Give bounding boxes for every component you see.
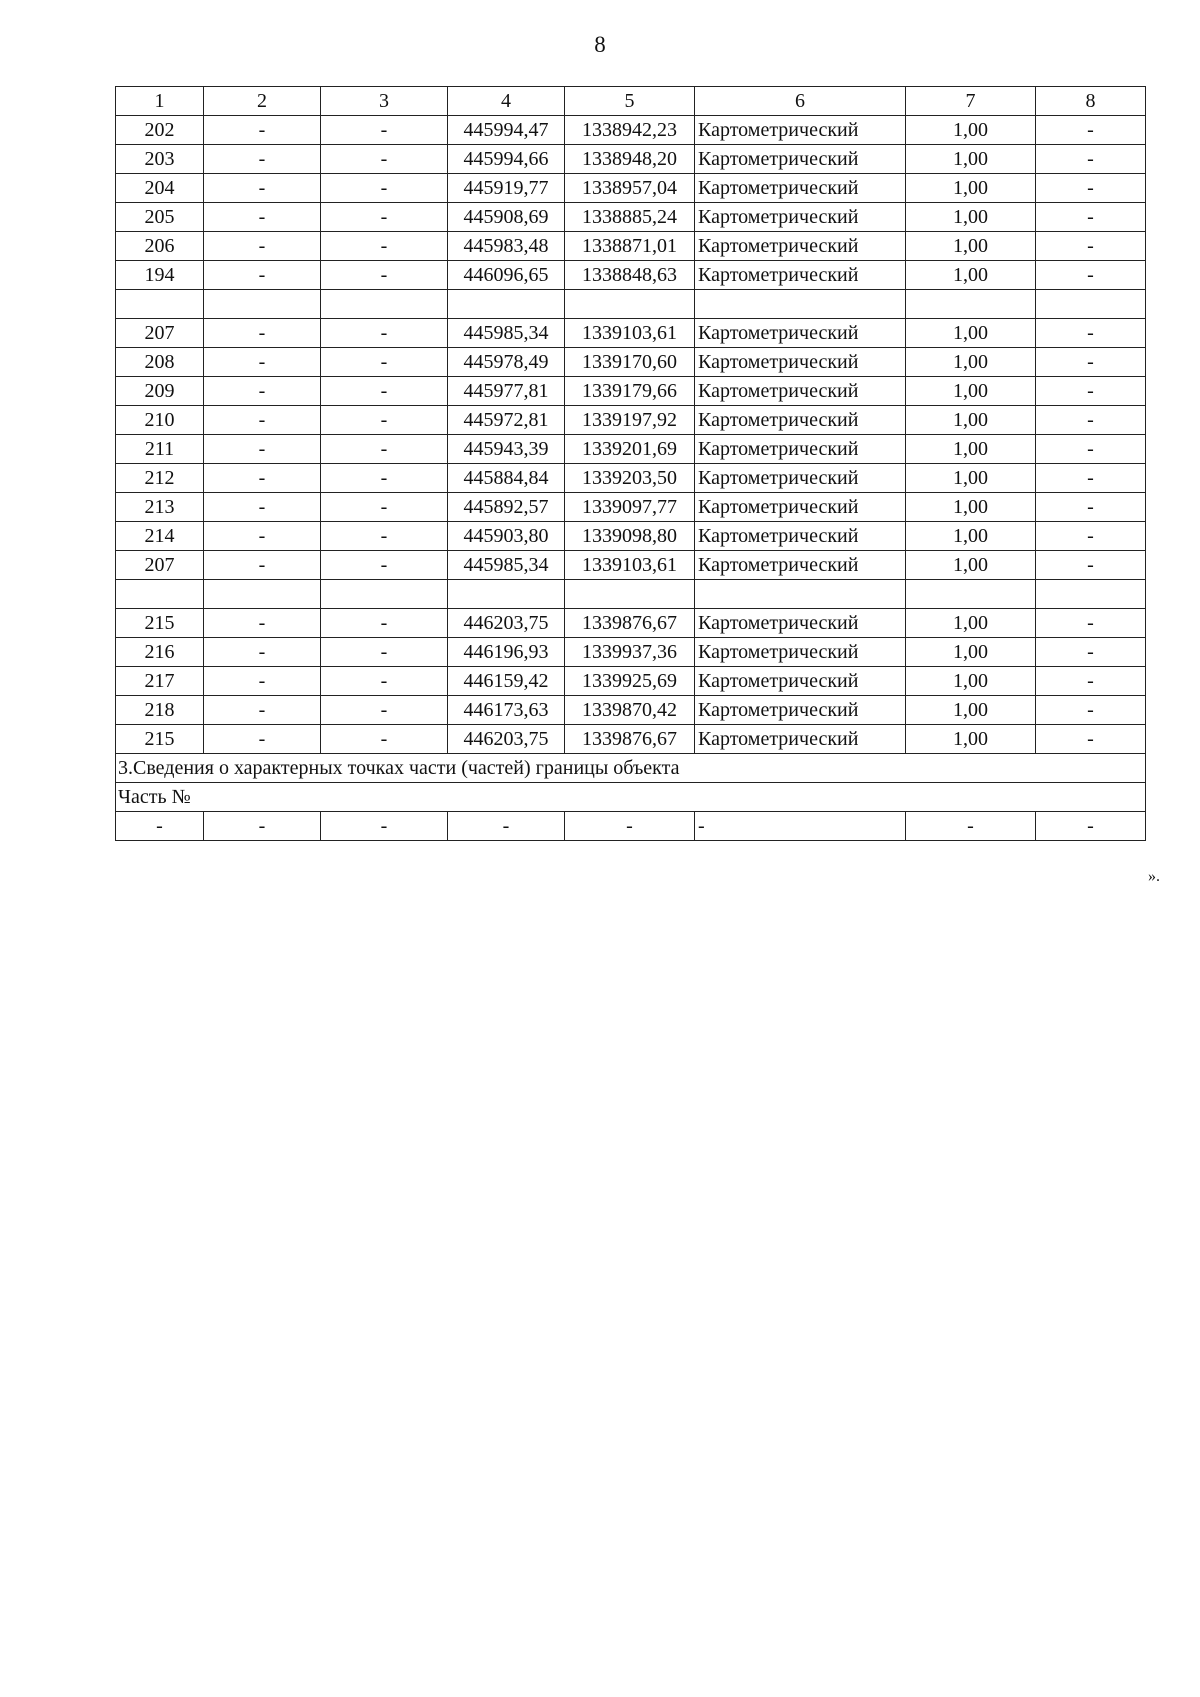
table-cell: -: [204, 174, 321, 203]
empty-cell: [448, 580, 565, 609]
table-row: [116, 232, 1146, 261]
table-row: [116, 116, 1146, 145]
table-cell: -: [204, 203, 321, 232]
table-cell: -: [1036, 812, 1146, 841]
table-cell: -: [1036, 232, 1146, 261]
table-cell: 1338848,63: [565, 261, 695, 290]
table-cell: 1: [116, 87, 204, 116]
table-cell: 445972,81: [448, 406, 565, 435]
table-cell: -: [1036, 725, 1146, 754]
table-cell: 1,00: [906, 348, 1036, 377]
table-cell: Картометрический: [695, 725, 906, 754]
table-cell: -: [204, 116, 321, 145]
table-cell: 445903,80: [448, 522, 565, 551]
table-cell: 1338957,04: [565, 174, 695, 203]
table-cell: Картометрический: [695, 261, 906, 290]
table-cell: Картометрический: [695, 464, 906, 493]
table-cell: -: [204, 348, 321, 377]
empty-cell: [321, 580, 448, 609]
table-cell: 1,00: [906, 609, 1036, 638]
table-cell: 445943,39: [448, 435, 565, 464]
table-cell: -: [321, 696, 448, 725]
table-cell: Картометрический: [695, 232, 906, 261]
table-cell: 1339179,66: [565, 377, 695, 406]
table-cell: 445983,48: [448, 232, 565, 261]
table-cell: 218: [116, 696, 204, 725]
table-cell: Картометрический: [695, 667, 906, 696]
table-cell: 445977,81: [448, 377, 565, 406]
table-cell: -: [204, 377, 321, 406]
table-cell: -: [1036, 609, 1146, 638]
table-row: [116, 667, 1146, 696]
table-cell: 1,00: [906, 232, 1036, 261]
table-cell: 5: [565, 87, 695, 116]
empty-cell: [321, 290, 448, 319]
table-cell: 446096,65: [448, 261, 565, 290]
table-cell: 1,00: [906, 406, 1036, 435]
table-cell: 203: [116, 145, 204, 174]
table-cell: 1339103,61: [565, 319, 695, 348]
table-cell: -: [204, 609, 321, 638]
table-cell: 1338871,01: [565, 232, 695, 261]
table-cell: -: [321, 551, 448, 580]
table-cell: 6: [695, 87, 906, 116]
table-cell: -: [1036, 551, 1146, 580]
table-cell: 202: [116, 116, 204, 145]
table-cell: 3: [321, 87, 448, 116]
table-row: [116, 435, 1146, 464]
table-row: [116, 725, 1146, 754]
table-cell: -: [321, 174, 448, 203]
table-cell: -: [1036, 435, 1146, 464]
table-row: [116, 638, 1146, 667]
table-cell: 215: [116, 725, 204, 754]
table-cell: 445884,84: [448, 464, 565, 493]
table-cell: -: [906, 812, 1036, 841]
table-row: [116, 174, 1146, 203]
empty-cell: [1036, 580, 1146, 609]
table-cell: 1,00: [906, 464, 1036, 493]
empty-cell: [695, 580, 906, 609]
table-cell: 445978,49: [448, 348, 565, 377]
table-cell: -: [204, 522, 321, 551]
table-cell: -: [204, 406, 321, 435]
table-cell: -: [1036, 319, 1146, 348]
table-cell: 1338948,20: [565, 145, 695, 174]
table-cell: -: [321, 493, 448, 522]
table-cell: 210: [116, 406, 204, 435]
table-cell: -: [1036, 667, 1146, 696]
table-row: [116, 522, 1146, 551]
table-cell: 446196,93: [448, 638, 565, 667]
table-cell: 209: [116, 377, 204, 406]
table-cell: 1339097,77: [565, 493, 695, 522]
table-cell: -: [204, 319, 321, 348]
empty-cell: [116, 290, 204, 319]
table-cell: -: [695, 812, 906, 841]
table-cell: -: [204, 696, 321, 725]
table-cell: 213: [116, 493, 204, 522]
table-cell: -: [204, 725, 321, 754]
table-cell: 445985,34: [448, 551, 565, 580]
empty-cell: [204, 580, 321, 609]
table-cell: -: [204, 145, 321, 174]
table-cell: -: [1036, 493, 1146, 522]
table-cell: 445919,77: [448, 174, 565, 203]
table-cell: 446159,42: [448, 667, 565, 696]
coordinates-table: [115, 86, 1146, 841]
table-cell: -: [1036, 464, 1146, 493]
table-cell: 207: [116, 551, 204, 580]
table-cell: -: [1036, 522, 1146, 551]
header-row: [116, 87, 1146, 116]
table-cell: Картометрический: [695, 551, 906, 580]
table-cell: -: [321, 203, 448, 232]
empty-cell: [1036, 290, 1146, 319]
empty-cell: [906, 580, 1036, 609]
table-cell: 1339201,69: [565, 435, 695, 464]
table-cell: -: [321, 348, 448, 377]
table-cell: Картометрический: [695, 696, 906, 725]
table-cell: Картометрический: [695, 493, 906, 522]
table-cell: 1,00: [906, 725, 1036, 754]
table-cell: 446173,63: [448, 696, 565, 725]
spacer-row: [116, 290, 1146, 319]
table-cell: 1,00: [906, 174, 1036, 203]
table-cell: 1339197,92: [565, 406, 695, 435]
empty-cell: [116, 580, 204, 609]
table-cell: Картометрический: [695, 319, 906, 348]
table-cell: -: [321, 812, 448, 841]
table-row: [116, 493, 1146, 522]
table-cell: -: [204, 435, 321, 464]
table-cell: 216: [116, 638, 204, 667]
table-cell: 8: [1036, 87, 1146, 116]
table-cell: 1,00: [906, 667, 1036, 696]
table-cell: 205: [116, 203, 204, 232]
empty-cell: [906, 290, 1036, 319]
empty-cell: [695, 290, 906, 319]
table-cell: 1,00: [906, 319, 1036, 348]
table-cell: -: [448, 812, 565, 841]
table-cell: 4: [448, 87, 565, 116]
table-cell: -: [204, 551, 321, 580]
table-row: [116, 609, 1146, 638]
table-cell: Картометрический: [695, 116, 906, 145]
table-cell: Картометрический: [695, 377, 906, 406]
table-cell: 1,00: [906, 116, 1036, 145]
table-cell: 217: [116, 667, 204, 696]
table-cell: -: [1036, 116, 1146, 145]
table-cell: -: [1036, 696, 1146, 725]
table-cell: -: [204, 493, 321, 522]
table-cell: -: [1036, 203, 1146, 232]
table-cell: 214: [116, 522, 204, 551]
table-cell: 212: [116, 464, 204, 493]
table-cell: 1,00: [906, 522, 1036, 551]
table-cell: 7: [906, 87, 1036, 116]
table-cell: 1339870,42: [565, 696, 695, 725]
table-row: [116, 145, 1146, 174]
table-cell: 445994,47: [448, 116, 565, 145]
table-cell: 204: [116, 174, 204, 203]
table-cell: Картометрический: [695, 174, 906, 203]
empty-cell: [565, 580, 695, 609]
table-cell: 1338942,23: [565, 116, 695, 145]
table-cell: 1339170,60: [565, 348, 695, 377]
table-cell: -: [204, 232, 321, 261]
section-3-title: 3.Сведения о характерных точках части (частей) границы объекта: [116, 754, 1146, 783]
section-3-row: [116, 812, 1146, 841]
table-row: [116, 406, 1146, 435]
table-row: [116, 319, 1146, 348]
table-cell: -: [321, 145, 448, 174]
table-cell: -: [204, 638, 321, 667]
table-cell: Картометрический: [695, 522, 906, 551]
table-cell: -: [1036, 174, 1146, 203]
table-cell: 445892,57: [448, 493, 565, 522]
table-cell: 1338885,24: [565, 203, 695, 232]
table-cell: -: [321, 435, 448, 464]
table-row: [116, 696, 1146, 725]
table-cell: -: [565, 812, 695, 841]
coordinates-table-container: [115, 86, 1146, 841]
table-cell: 1,00: [906, 551, 1036, 580]
table-cell: 1,00: [906, 638, 1036, 667]
table-row: [116, 203, 1146, 232]
table-cell: 215: [116, 609, 204, 638]
page-number: 8: [594, 32, 606, 57]
table-cell: 2: [204, 87, 321, 116]
table-cell: -: [204, 464, 321, 493]
table-cell: Картометрический: [695, 609, 906, 638]
empty-cell: [204, 290, 321, 319]
table-cell: 1,00: [906, 493, 1036, 522]
table-cell: 206: [116, 232, 204, 261]
table-cell: -: [204, 667, 321, 696]
part-number-label-row: [116, 783, 1146, 812]
table-cell: 445985,34: [448, 319, 565, 348]
table-cell: Картометрический: [695, 203, 906, 232]
table-cell: -: [204, 261, 321, 290]
table-row: [116, 464, 1146, 493]
table-cell: 1339203,50: [565, 464, 695, 493]
table-cell: -: [321, 638, 448, 667]
table-cell: 1,00: [906, 435, 1036, 464]
table-cell: Картометрический: [695, 145, 906, 174]
table-cell: 207: [116, 319, 204, 348]
table-cell: 194: [116, 261, 204, 290]
table-cell: 1,00: [906, 377, 1036, 406]
table-row: [116, 377, 1146, 406]
table-cell: 1339876,67: [565, 725, 695, 754]
table-cell: Картометрический: [695, 435, 906, 464]
table-cell: -: [321, 725, 448, 754]
section-3-title-row: [116, 754, 1146, 783]
table-cell: Картометрический: [695, 348, 906, 377]
table-cell: 445994,66: [448, 145, 565, 174]
table-cell: 445908,69: [448, 203, 565, 232]
closing-quote-mark: ».: [1148, 868, 1160, 885]
table-cell: 446203,75: [448, 725, 565, 754]
table-cell: Картометрический: [695, 638, 906, 667]
table-cell: -: [321, 522, 448, 551]
table-cell: -: [321, 377, 448, 406]
table-cell: -: [321, 609, 448, 638]
table-cell: -: [1036, 406, 1146, 435]
spacer-row: [116, 580, 1146, 609]
table-cell: 1,00: [906, 261, 1036, 290]
table-cell: -: [321, 319, 448, 348]
table-cell: -: [1036, 261, 1146, 290]
table-row: [116, 551, 1146, 580]
table-cell: -: [321, 232, 448, 261]
table-cell: 1339925,69: [565, 667, 695, 696]
part-number-label: Часть №: [116, 783, 1146, 812]
table-cell: -: [1036, 145, 1146, 174]
table-cell: 1339937,36: [565, 638, 695, 667]
table-cell: -: [321, 464, 448, 493]
table-body: [116, 87, 1146, 841]
table-cell: 208: [116, 348, 204, 377]
table-cell: 446203,75: [448, 609, 565, 638]
table-row: [116, 348, 1146, 377]
table-cell: 1,00: [906, 145, 1036, 174]
table-cell: -: [321, 667, 448, 696]
table-cell: 1339876,67: [565, 609, 695, 638]
table-cell: -: [1036, 348, 1146, 377]
table-cell: 1339103,61: [565, 551, 695, 580]
table-cell: -: [116, 812, 204, 841]
table-cell: -: [321, 406, 448, 435]
table-cell: 1339098,80: [565, 522, 695, 551]
empty-cell: [448, 290, 565, 319]
table-cell: -: [204, 812, 321, 841]
table-cell: 1,00: [906, 696, 1036, 725]
table-cell: -: [1036, 377, 1146, 406]
empty-cell: [565, 290, 695, 319]
table-cell: -: [321, 116, 448, 145]
table-cell: -: [321, 261, 448, 290]
table-row: [116, 261, 1146, 290]
table-cell: 211: [116, 435, 204, 464]
table-cell: Картометрический: [695, 406, 906, 435]
table-cell: -: [1036, 638, 1146, 667]
table-cell: 1,00: [906, 203, 1036, 232]
